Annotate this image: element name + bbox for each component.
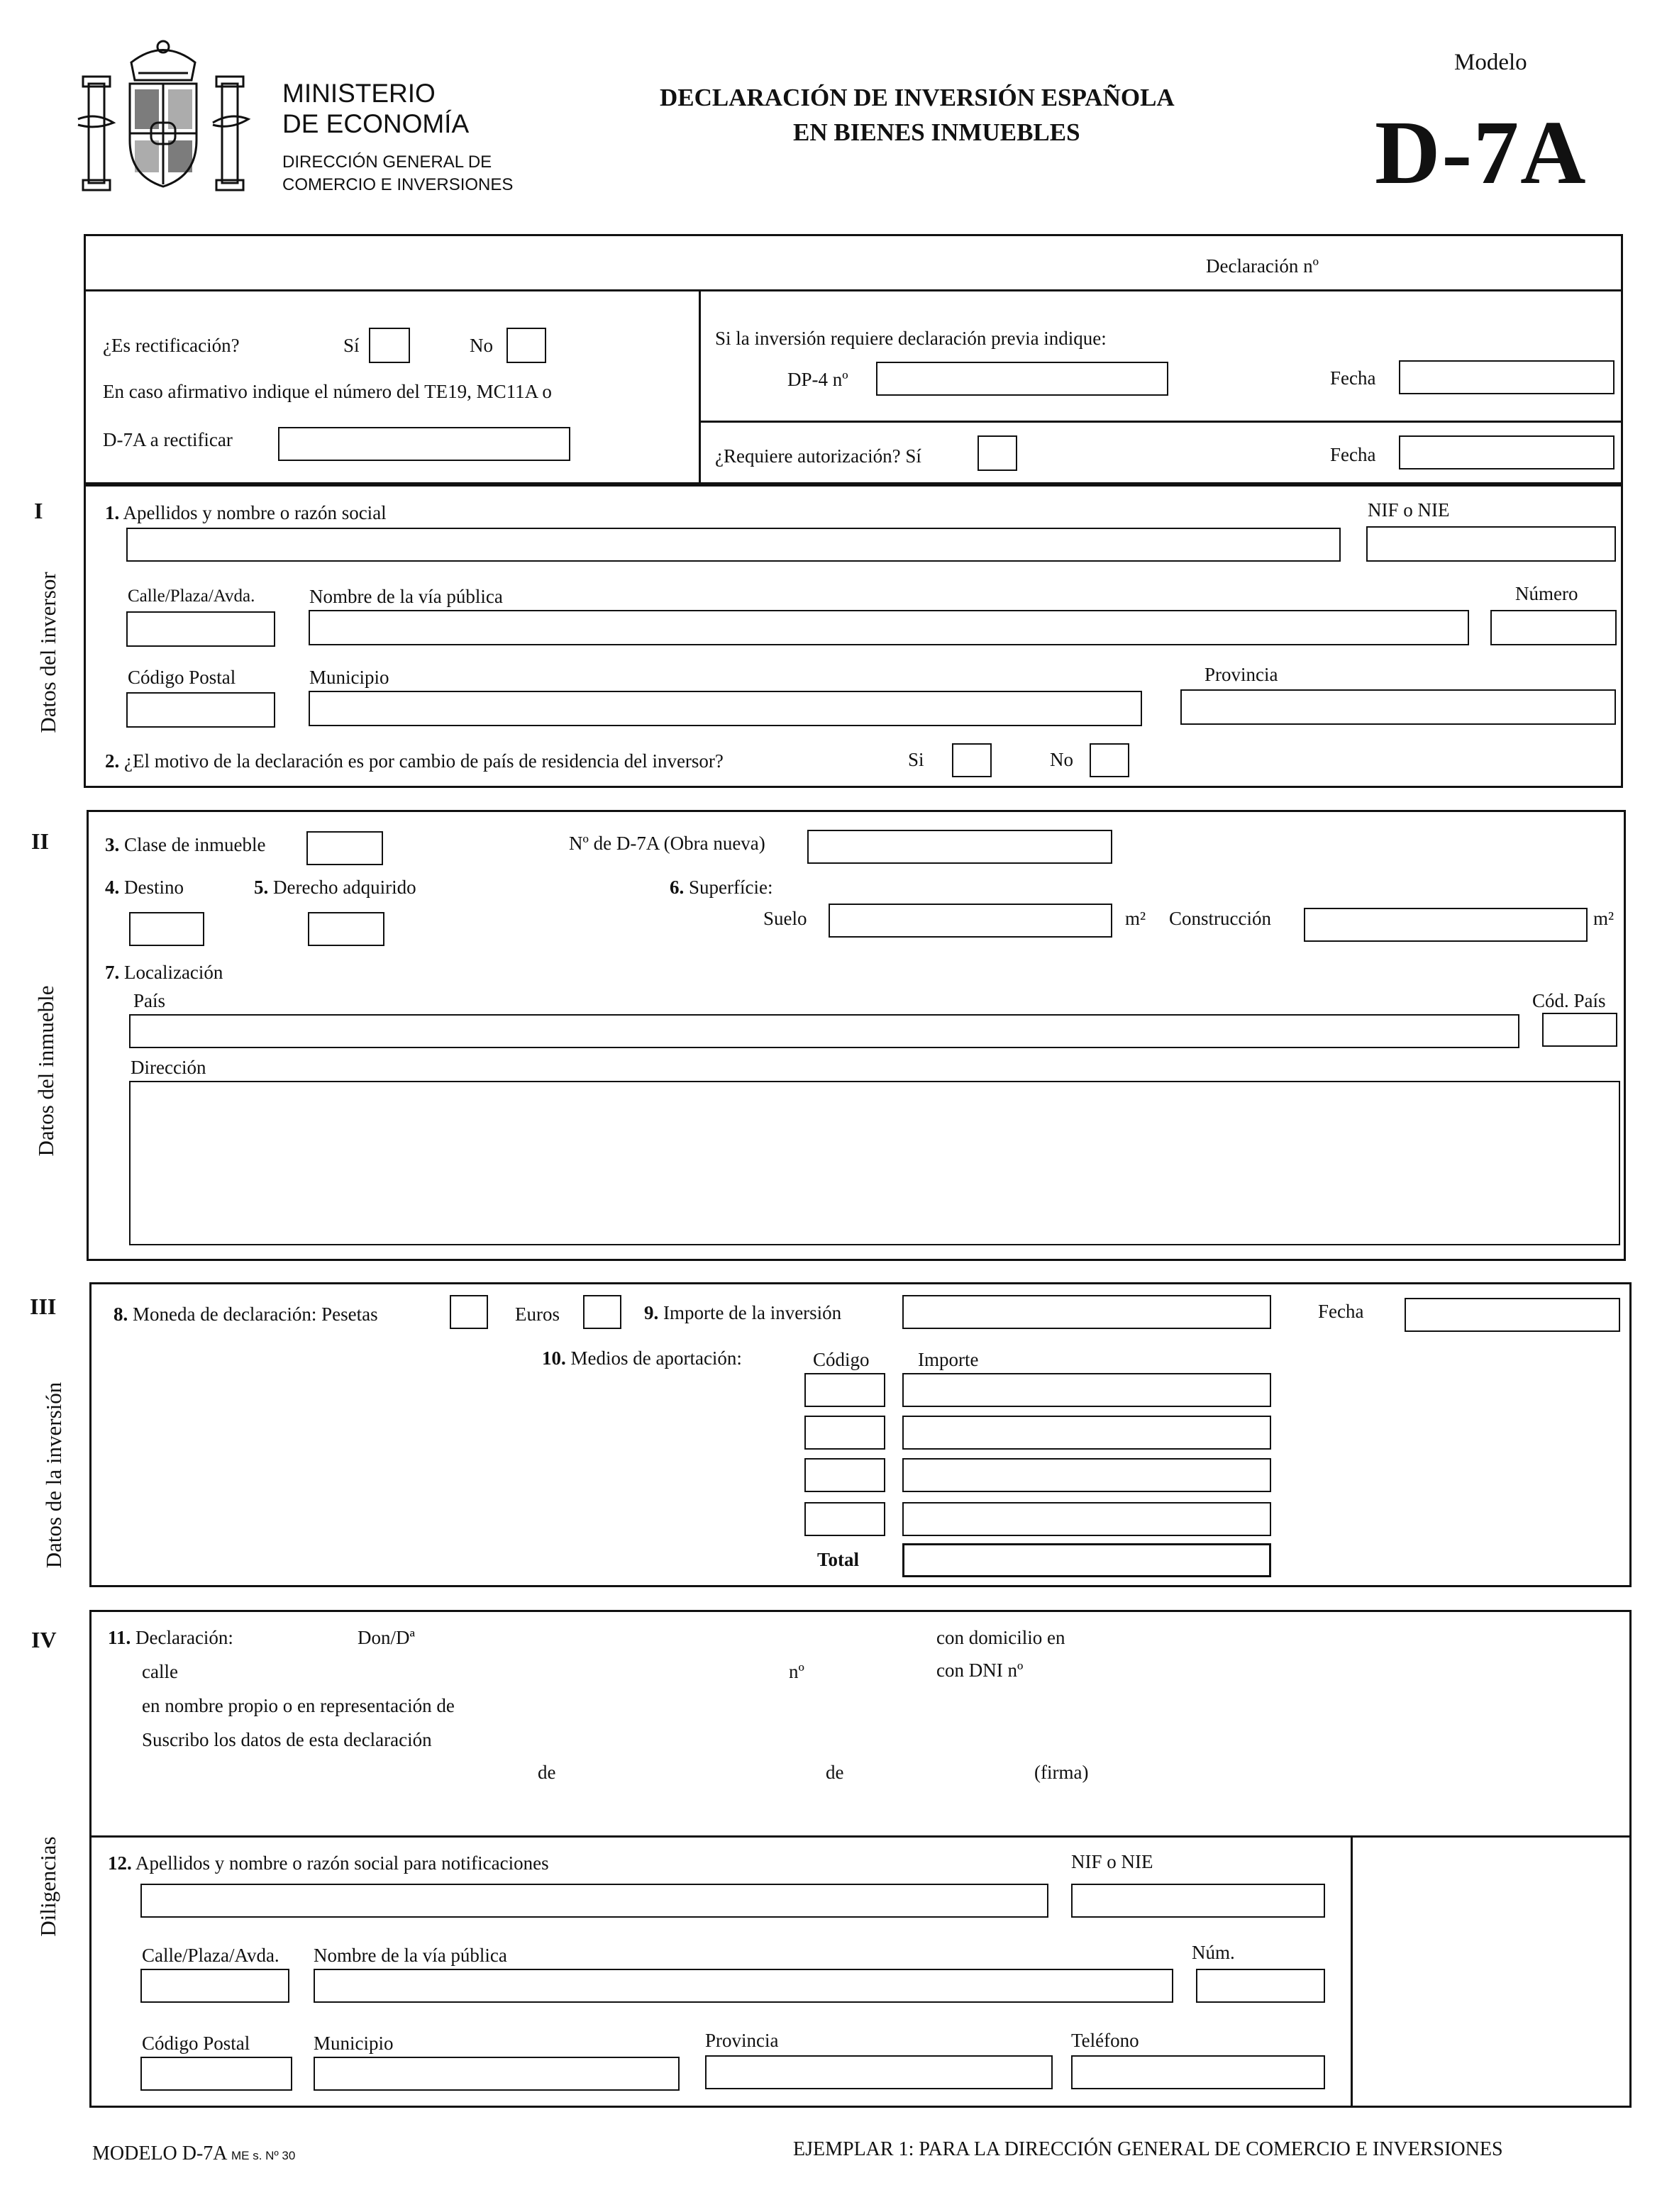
notif-telefono-field[interactable]: [1071, 2055, 1325, 2089]
notif-nif-field[interactable]: [1071, 1884, 1325, 1918]
construccion-label: Construcción: [1169, 908, 1271, 929]
q7-number: 7.: [105, 962, 120, 983]
q6-label: [670, 877, 772, 898]
divider: [89, 1835, 1632, 1838]
suscribo-text: Suscribo los datos de esta declaración: [142, 1729, 432, 1750]
q4-label: [105, 877, 184, 898]
calle-label: Calle/Plaza/Avda.: [128, 587, 255, 606]
directorate-name: DIRECCIÓN GENERAL DE: [282, 152, 492, 172]
total-field[interactable]: [902, 1543, 1271, 1577]
dni-label: con DNI nº: [936, 1660, 1024, 1681]
q3-number: 3.: [105, 834, 120, 855]
q12-number: 12.: [108, 1852, 132, 1874]
footer-ejemplar: EJEMPLAR 1: PARA LA DIRECCIÓN GENERAL DE COMERCIO E INVERSIONES: [793, 2138, 1503, 2160]
codigo-postal-field[interactable]: [126, 692, 275, 728]
q5-label: [254, 877, 416, 898]
date-de-1: de: [538, 1762, 556, 1783]
numero-field[interactable]: [1490, 610, 1617, 645]
provincia-field[interactable]: [1180, 689, 1616, 725]
autorizacion-fecha-label: Fecha: [1330, 444, 1376, 465]
section-number: IV: [31, 1627, 57, 1652]
euros-label: Euros: [515, 1304, 560, 1325]
destino-field[interactable]: [129, 912, 204, 946]
rectificacion-no-label: No: [470, 335, 493, 356]
q8-number: 8.: [113, 1304, 128, 1325]
form-title: DECLARACIÓN DE INVERSIÓN ESPAÑOLA: [660, 84, 1175, 111]
section-number: II: [31, 828, 49, 854]
numero-label: Número: [1515, 583, 1578, 604]
q9-label: [644, 1302, 841, 1323]
suelo-unit: m²: [1125, 908, 1146, 929]
codigo-postal-label: Código Postal: [128, 667, 236, 688]
q1-label: [105, 502, 387, 523]
firma-label: (firma): [1034, 1762, 1089, 1783]
q9-number: 9.: [644, 1302, 659, 1323]
total-label: Total: [817, 1549, 860, 1570]
medio-codigo-field-2[interactable]: [804, 1416, 885, 1450]
obra-nueva-field[interactable]: [807, 830, 1112, 864]
q5-number: 5.: [254, 877, 269, 898]
modelo-code: D-7A: [1375, 102, 1588, 203]
section-side-label: Datos de la inversión: [41, 1382, 66, 1569]
section-number: III: [30, 1294, 57, 1319]
notif-nombre-via-label: Nombre de la vía pública: [314, 1945, 507, 1966]
pais-label: País: [133, 990, 166, 1011]
notif-calle-field[interactable]: [140, 1969, 289, 2003]
section-side-label: Diligencias: [35, 1836, 60, 1937]
q8-text: Moneda de declaración:: [133, 1304, 317, 1325]
q12-text: Apellidos y nombre o razón social para notificaciones: [135, 1852, 549, 1874]
q12-label: [108, 1852, 549, 1874]
divider: [84, 289, 1623, 291]
section-number: I: [34, 498, 43, 523]
dp4-label: DP-4 nº: [787, 369, 848, 390]
medio-importe-field-4[interactable]: [902, 1502, 1271, 1536]
section-side-label: Datos del inmueble: [33, 985, 58, 1157]
dp4-field[interactable]: [876, 362, 1168, 396]
cod-pais-field[interactable]: [1542, 1013, 1617, 1047]
medio-importe-field-1[interactable]: [902, 1373, 1271, 1407]
clase-inmueble-field[interactable]: [306, 831, 383, 865]
footer-model-main: MODELO D-7A: [92, 2142, 226, 2164]
codigo-column-header: Código: [813, 1349, 870, 1370]
nif-field[interactable]: [1366, 526, 1616, 562]
derecho-adquirido-field[interactable]: [308, 912, 384, 946]
inversion-fecha-label: Fecha: [1318, 1301, 1364, 1322]
footer-model-small: ME s. Nº 30: [231, 2149, 296, 2162]
nombre-propio-text: en nombre propio o en representación de: [142, 1695, 455, 1716]
directorate-name-line2: COMERCIO E INVERSIONES: [282, 175, 514, 194]
notif-calle-label: Calle/Plaza/Avda.: [142, 1945, 279, 1966]
notif-provincia-label: Provincia: [705, 2030, 779, 2051]
autorizacion-si-checkbox[interactable]: [978, 435, 1017, 471]
pais-field[interactable]: [129, 1014, 1519, 1048]
direccion-field[interactable]: [129, 1081, 1620, 1245]
notif-municipio-field[interactable]: [314, 2057, 680, 2091]
municipio-label: Municipio: [309, 667, 389, 688]
importe-inversion-field[interactable]: [902, 1295, 1271, 1329]
ministry-name: MINISTERIO: [282, 79, 436, 108]
notif-apellidos-field[interactable]: [140, 1884, 1048, 1918]
q2-label: [105, 750, 724, 772]
q2-no-checkbox[interactable]: [1090, 743, 1129, 777]
notif-num-label: Núm.: [1192, 1942, 1235, 1963]
q10-number: 10.: [542, 1347, 566, 1369]
footer-model: [92, 2143, 295, 2167]
declaracion-number-label: Declaración nº: [1206, 255, 1319, 277]
date-de-2: de: [826, 1762, 844, 1783]
importe-column-header: Importe: [918, 1349, 979, 1370]
q1-number: 1.: [105, 502, 120, 523]
notif-codigo-postal-field[interactable]: [140, 2057, 292, 2091]
nif-label: NIF o NIE: [1368, 499, 1450, 521]
cod-pais-label: Cód. País: [1532, 990, 1606, 1011]
don-label: Don/Dª: [358, 1627, 415, 1648]
rectificacion-si-label: Sí: [343, 335, 360, 356]
q5-text: Derecho adquirido: [273, 877, 416, 898]
medio-codigo-field-3[interactable]: [804, 1458, 885, 1492]
medio-codigo-field-4[interactable]: [804, 1502, 885, 1536]
q10-label: [542, 1347, 742, 1369]
obra-nueva-label: Nº de D-7A (Obra nueva): [569, 833, 765, 854]
q3-label: [105, 834, 265, 855]
apellidos-nombre-field[interactable]: [126, 528, 1341, 562]
d7a-rectificar-field[interactable]: [278, 427, 570, 461]
notif-num-field[interactable]: [1196, 1969, 1325, 2003]
form-title-line2: EN BIENES INMUEBLES: [793, 118, 1080, 146]
q2-number: 2.: [105, 750, 120, 772]
q4-number: 4.: [105, 877, 120, 898]
calle-field[interactable]: [126, 611, 275, 647]
direccion-label: Dirección: [131, 1057, 206, 1078]
medio-importe-field-3[interactable]: [902, 1458, 1271, 1492]
modelo-label: Modelo: [1454, 50, 1527, 75]
q1-text: Apellidos y nombre o razón social: [123, 502, 387, 523]
notif-nif-label: NIF o NIE: [1071, 1851, 1153, 1872]
rectificacion-si-checkbox[interactable]: [369, 328, 410, 363]
domicilio-label: con domicilio en: [936, 1627, 1065, 1648]
q9-text: Importe de la inversión: [663, 1302, 842, 1323]
notif-telefono-label: Teléfono: [1071, 2030, 1139, 2051]
d7a-rectificar-label: D-7A a rectificar: [103, 429, 233, 450]
q2-si-checkbox[interactable]: [952, 743, 992, 777]
dp4-fecha-label: Fecha: [1330, 367, 1376, 389]
q10-text: Medios de aportación:: [570, 1347, 742, 1369]
q4-text: Destino: [124, 877, 184, 898]
ministry-name-line2: DE ECONOMÍA: [282, 109, 470, 138]
q3-text: Clase de inmueble: [124, 834, 266, 855]
q7-text: Localización: [124, 962, 223, 983]
medio-codigo-field-1[interactable]: [804, 1373, 885, 1407]
construccion-field[interactable]: [1304, 908, 1588, 942]
municipio-field[interactable]: [309, 691, 1142, 726]
pesetas-checkbox[interactable]: [450, 1295, 488, 1329]
numero-text: nº: [789, 1661, 804, 1682]
dp4-fecha-field[interactable]: [1399, 360, 1615, 394]
q6-text: Superfície:: [689, 877, 773, 898]
divider: [699, 289, 701, 484]
inversion-fecha-field[interactable]: [1405, 1298, 1620, 1332]
notif-codigo-postal-label: Código Postal: [142, 2033, 250, 2054]
medio-importe-field-2[interactable]: [902, 1416, 1271, 1450]
q2-si-label: Si: [908, 749, 924, 770]
autorizacion-fecha-field[interactable]: [1399, 435, 1615, 469]
rectificacion-label: ¿Es rectificación?: [103, 335, 240, 356]
notif-municipio-label: Municipio: [314, 2033, 394, 2054]
nombre-via-field[interactable]: [309, 610, 1469, 645]
notif-provincia-field[interactable]: [705, 2055, 1053, 2089]
divider: [1351, 1835, 1353, 2108]
provincia-label: Provincia: [1204, 664, 1278, 685]
q6-number: 6.: [670, 877, 685, 898]
calle-text: calle: [142, 1661, 178, 1682]
section-side-label: Datos del inversor: [35, 572, 60, 733]
autorizacion-label: ¿Requiere autorización? Sí: [715, 445, 921, 467]
coat-of-arms-logo: [74, 34, 252, 197]
declaracion-previa-text: Si la inversión requiere declaración previa indique:: [715, 328, 1107, 349]
pesetas-label: Pesetas: [321, 1304, 378, 1325]
q11-text: Declaración:: [135, 1627, 233, 1648]
q2-text: ¿El motivo de la declaración es por cambio de país de residencia del inversor?: [124, 750, 724, 772]
notif-nombre-via-field[interactable]: [314, 1969, 1173, 2003]
q11-number: 11.: [108, 1627, 131, 1648]
euros-checkbox[interactable]: [583, 1295, 621, 1329]
rectificacion-no-checkbox[interactable]: [506, 328, 546, 363]
q2-no-label: No: [1050, 749, 1073, 770]
q11-label: [108, 1627, 233, 1648]
caso-afirmativo-text: En caso afirmativo indique el número del TE19, MC11A o: [103, 381, 552, 402]
construccion-unit: m²: [1593, 908, 1615, 929]
nombre-via-label: Nombre de la vía pública: [309, 586, 503, 607]
divider: [699, 421, 1623, 423]
q7-label: [105, 962, 223, 983]
q8-label: [113, 1304, 378, 1325]
suelo-label: Suelo: [763, 908, 807, 929]
suelo-field[interactable]: [829, 904, 1112, 938]
